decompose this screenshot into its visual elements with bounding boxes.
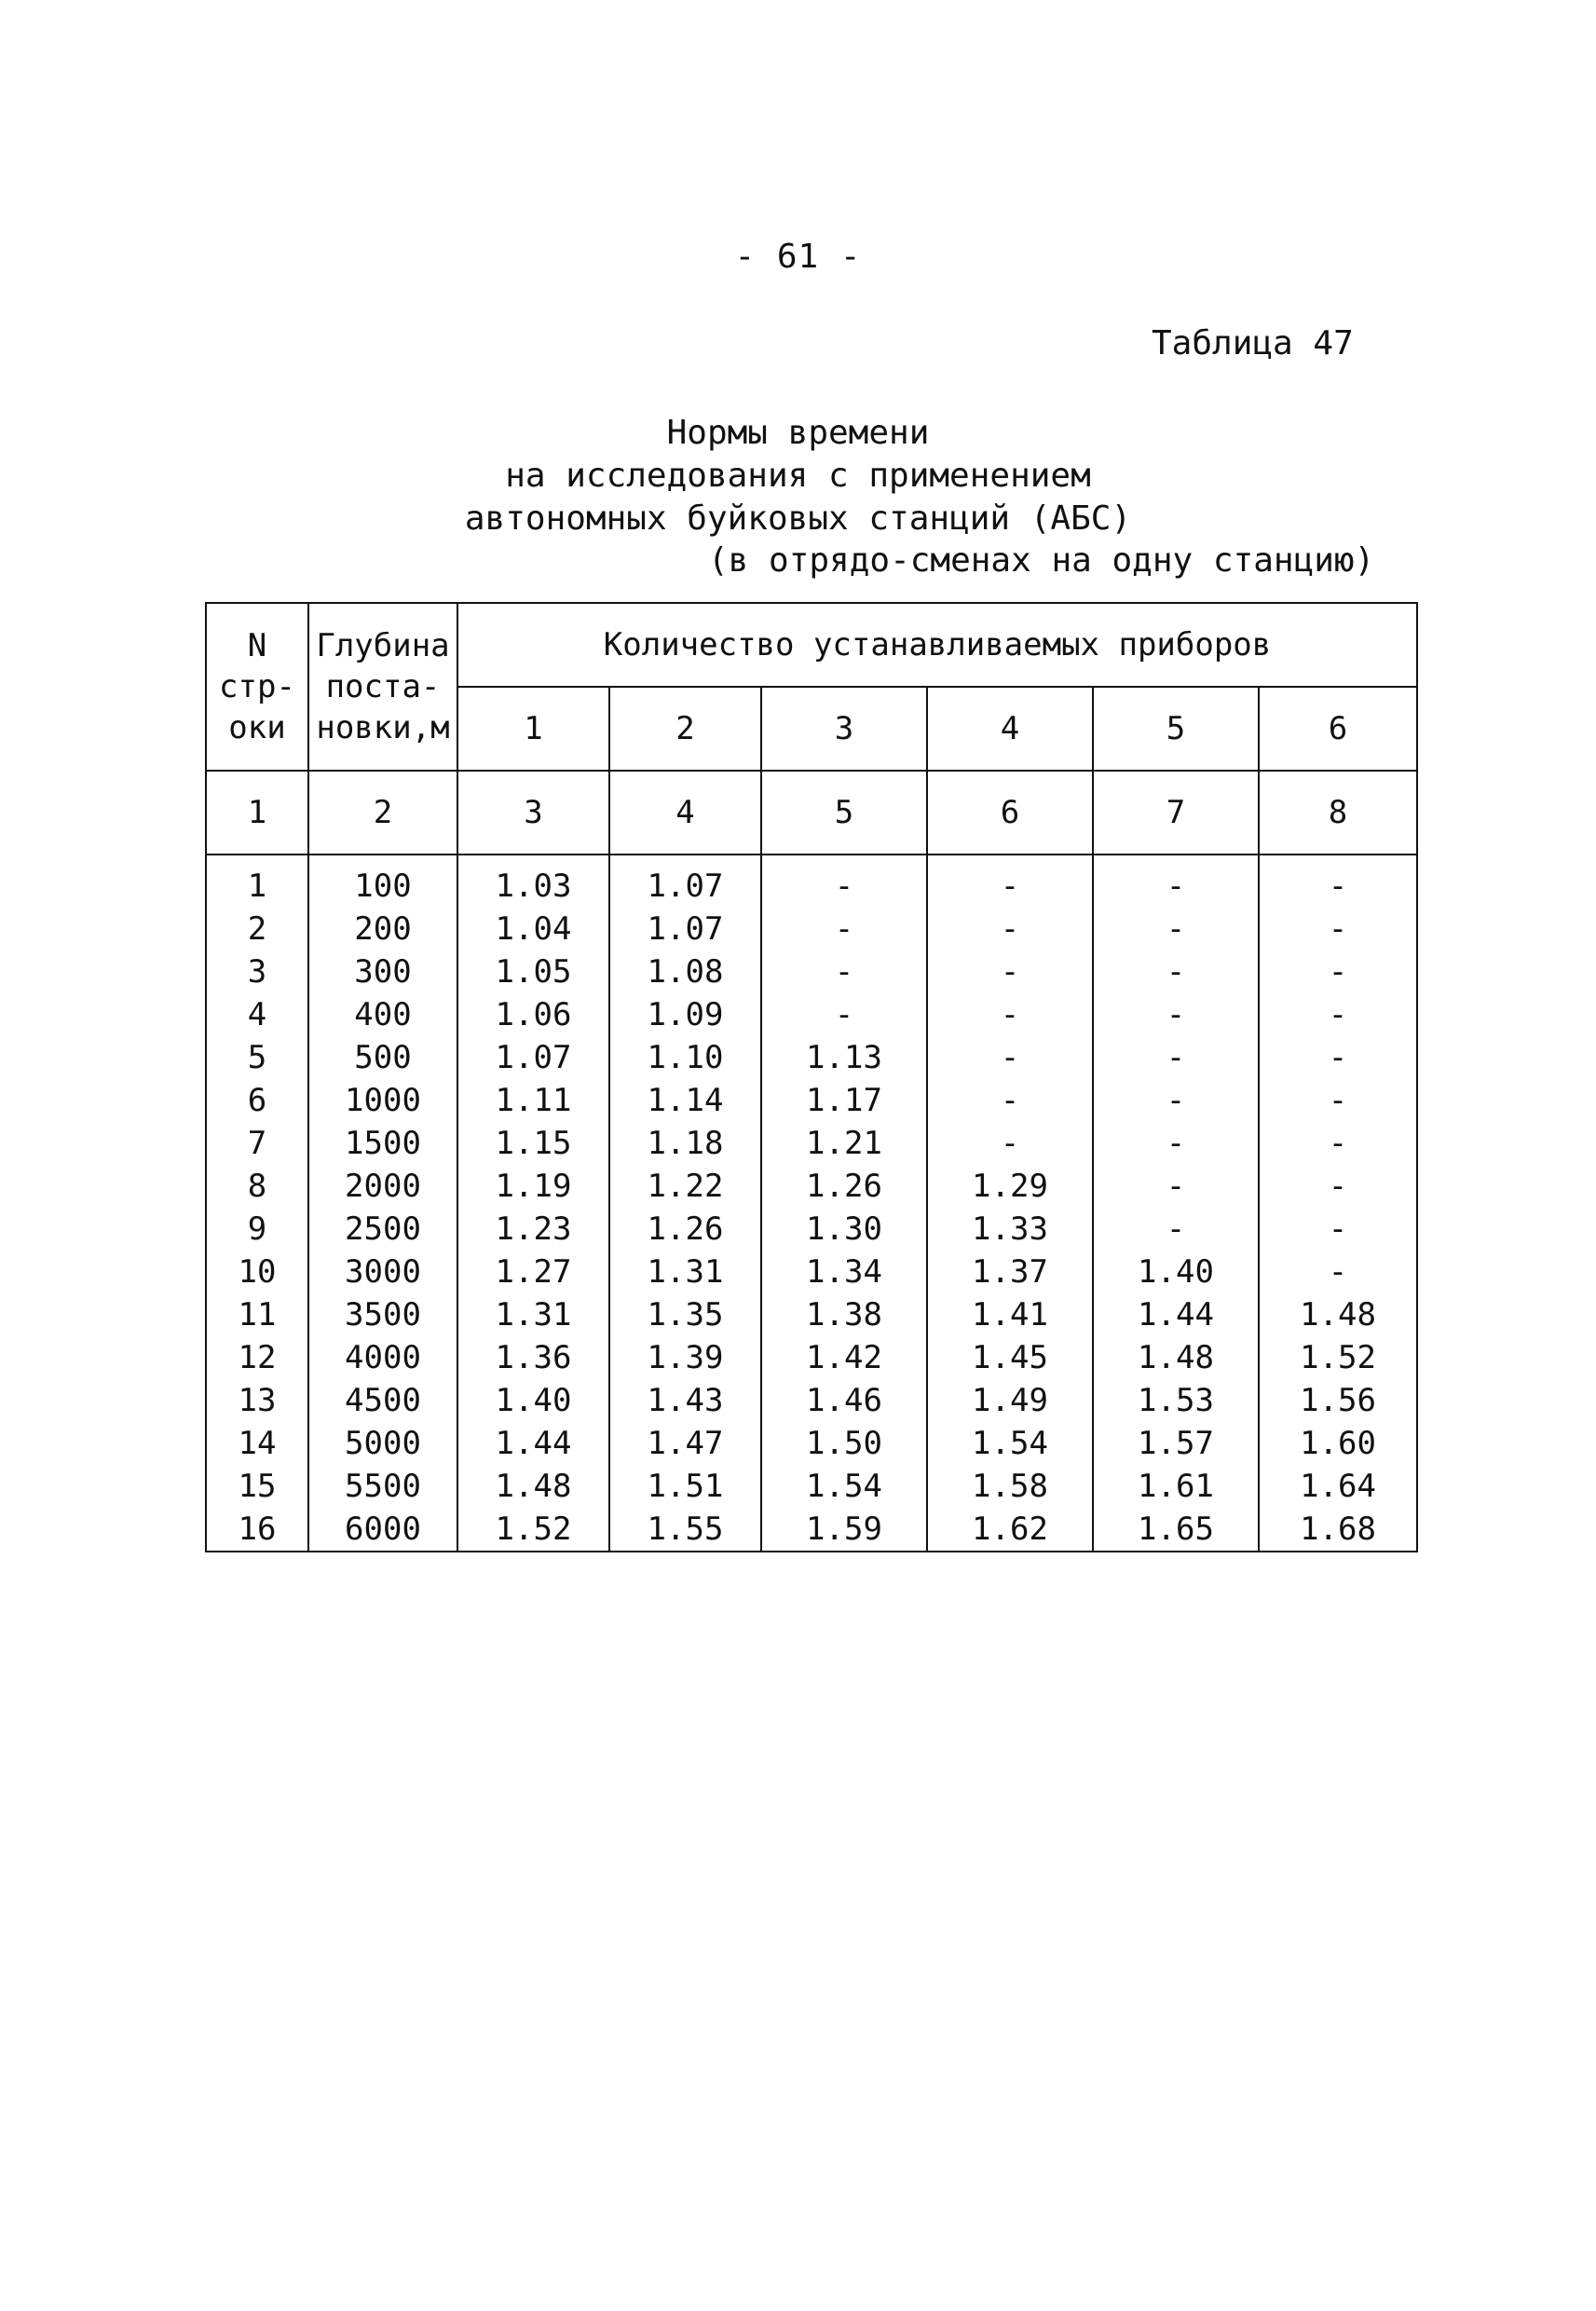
- table-row: [206, 908, 1417, 950]
- row-number-cell: 13: [206, 1379, 308, 1422]
- norm-value-cell: -: [927, 993, 1093, 1036]
- norm-value-cell: 1.39: [609, 1336, 761, 1379]
- norm-value-cell: 1.23: [457, 1208, 609, 1251]
- norm-value-cell: 1.48: [457, 1465, 609, 1508]
- norm-value-cell: -: [1259, 1122, 1417, 1165]
- row-number-cell: 5: [206, 1036, 308, 1079]
- header-depth-line-2: поста-: [325, 668, 441, 705]
- norm-value-cell: 1.52: [457, 1508, 609, 1552]
- header-row-number-line-2: стр-: [219, 668, 295, 705]
- norm-value-cell: 1.53: [1093, 1379, 1259, 1422]
- norm-value-cell: 1.06: [457, 993, 609, 1036]
- norm-value-cell: -: [927, 1036, 1093, 1079]
- depth-cell: 100: [308, 855, 457, 908]
- table-row: [206, 1208, 1417, 1251]
- depth-cell: 3500: [308, 1293, 457, 1336]
- header-device-count: 2: [609, 687, 761, 771]
- header-row-number-line-3: оки: [228, 709, 286, 746]
- norm-value-cell: 1.19: [457, 1165, 609, 1208]
- norm-value-cell: 1.38: [761, 1293, 927, 1336]
- depth-cell: 300: [308, 950, 457, 993]
- row-number-cell: 16: [206, 1508, 308, 1552]
- depth-cell: 1500: [308, 1122, 457, 1165]
- norm-value-cell: -: [927, 908, 1093, 950]
- norm-value-cell: 1.26: [761, 1165, 927, 1208]
- table-row: [206, 1465, 1417, 1508]
- norm-value-cell: -: [761, 993, 927, 1036]
- norm-value-cell: 1.55: [609, 1508, 761, 1552]
- norm-value-cell: 1.30: [761, 1208, 927, 1251]
- norm-value-cell: 1.44: [1093, 1293, 1259, 1336]
- header-row-number: [206, 603, 308, 771]
- page-number: - 61 -: [734, 238, 862, 276]
- norm-value-cell: 1.54: [927, 1422, 1093, 1465]
- header-depth-line-1: Глубина: [316, 627, 450, 664]
- norm-value-cell: -: [1093, 950, 1259, 993]
- column-number: 2: [308, 771, 457, 855]
- norm-value-cell: 1.26: [609, 1208, 761, 1251]
- norm-value-cell: 1.62: [927, 1508, 1093, 1552]
- row-number-cell: 4: [206, 993, 308, 1036]
- norm-value-cell: 1.07: [609, 908, 761, 950]
- norm-value-cell: 1.52: [1259, 1336, 1417, 1379]
- table-row: [206, 993, 1417, 1036]
- norm-value-cell: 1.60: [1259, 1422, 1417, 1465]
- norm-value-cell: 1.49: [927, 1379, 1093, 1422]
- depth-cell: 5500: [308, 1465, 457, 1508]
- norm-value-cell: -: [1259, 993, 1417, 1036]
- header-device-count: 6: [1259, 687, 1417, 771]
- norm-value-cell: 1.58: [927, 1465, 1093, 1508]
- norm-value-cell: 1.41: [927, 1293, 1093, 1336]
- depth-cell: 4000: [308, 1336, 457, 1379]
- norm-value-cell: -: [1093, 1122, 1259, 1165]
- norm-value-cell: -: [761, 855, 927, 908]
- header-row-number-line-1: N: [247, 627, 267, 664]
- title-line-2: на исследования с применением: [505, 457, 1091, 495]
- table-body: [206, 855, 1417, 1552]
- norm-value-cell: 1.34: [761, 1251, 927, 1293]
- row-number-cell: 14: [206, 1422, 308, 1465]
- depth-cell: 200: [308, 908, 457, 950]
- norm-value-cell: -: [927, 855, 1093, 908]
- norm-value-cell: 1.44: [457, 1422, 609, 1465]
- table-row: [206, 1422, 1417, 1465]
- norm-value-cell: 1.43: [609, 1379, 761, 1422]
- title-line-3: автономных буйковых станций (АБС): [464, 499, 1132, 538]
- norm-value-cell: 1.14: [609, 1079, 761, 1122]
- depth-cell: 5000: [308, 1422, 457, 1465]
- norm-value-cell: 1.61: [1093, 1465, 1259, 1508]
- norm-value-cell: -: [1093, 1036, 1259, 1079]
- table-row: [206, 1293, 1417, 1336]
- depth-cell: 400: [308, 993, 457, 1036]
- norm-value-cell: 1.33: [927, 1208, 1093, 1251]
- norm-value-cell: 1.03: [457, 855, 609, 908]
- table-row: [206, 1036, 1417, 1079]
- row-number-cell: 7: [206, 1122, 308, 1165]
- units-note: (в отрядо-сменах на одну станцию): [708, 541, 1375, 580]
- table-row: [206, 1122, 1417, 1165]
- row-number-cell: 2: [206, 908, 308, 950]
- row-number-cell: 9: [206, 1208, 308, 1251]
- depth-cell: 2000: [308, 1165, 457, 1208]
- norm-value-cell: -: [1259, 855, 1417, 908]
- table-row: [206, 1165, 1417, 1208]
- column-number: 4: [609, 771, 761, 855]
- column-number: 3: [457, 771, 609, 855]
- table-label: Таблица 47: [1152, 324, 1354, 362]
- header-device-count: 1: [457, 687, 609, 771]
- norm-value-cell: -: [761, 950, 927, 993]
- title-line-1: Нормы времени: [666, 414, 930, 452]
- norm-value-cell: 1.37: [927, 1251, 1093, 1293]
- norm-value-cell: 1.10: [609, 1036, 761, 1079]
- norm-value-cell: 1.15: [457, 1122, 609, 1165]
- norm-value-cell: 1.29: [927, 1165, 1093, 1208]
- depth-cell: 3000: [308, 1251, 457, 1293]
- norm-value-cell: 1.51: [609, 1465, 761, 1508]
- column-number: 6: [927, 771, 1093, 855]
- norm-value-cell: 1.36: [457, 1336, 609, 1379]
- table-row: [206, 1336, 1417, 1379]
- header-device-count-group: Количество устанавливаемых приборов: [457, 603, 1417, 687]
- norm-value-cell: 1.22: [609, 1165, 761, 1208]
- norm-value-cell: -: [761, 908, 927, 950]
- norm-value-cell: 1.64: [1259, 1465, 1417, 1508]
- row-number-cell: 12: [206, 1336, 308, 1379]
- norm-value-cell: 1.18: [609, 1122, 761, 1165]
- norm-value-cell: 1.13: [761, 1036, 927, 1079]
- norm-value-cell: 1.31: [457, 1293, 609, 1336]
- norm-value-cell: -: [927, 950, 1093, 993]
- norm-value-cell: 1.09: [609, 993, 761, 1036]
- norm-value-cell: -: [1259, 908, 1417, 950]
- norm-value-cell: 1.68: [1259, 1508, 1417, 1552]
- norm-value-cell: -: [1093, 908, 1259, 950]
- norm-value-cell: -: [1259, 1251, 1417, 1293]
- norm-value-cell: -: [1259, 1165, 1417, 1208]
- norm-value-cell: 1.50: [761, 1422, 927, 1465]
- norm-value-cell: -: [927, 1079, 1093, 1122]
- norm-value-cell: 1.05: [457, 950, 609, 993]
- norm-value-cell: -: [1093, 855, 1259, 908]
- header-depth-line-3: новки,м: [316, 709, 450, 746]
- table-row: [206, 1379, 1417, 1422]
- row-number-cell: 6: [206, 1079, 308, 1122]
- norm-value-cell: 1.07: [609, 855, 761, 908]
- norm-value-cell: 1.65: [1093, 1508, 1259, 1552]
- norm-value-cell: 1.46: [761, 1379, 927, 1422]
- norm-value-cell: -: [1259, 1036, 1417, 1079]
- norm-value-cell: 1.48: [1259, 1293, 1417, 1336]
- column-number: 7: [1093, 771, 1259, 855]
- table-title: [0, 412, 1596, 540]
- norm-value-cell: 1.42: [761, 1336, 927, 1379]
- table-row: [206, 950, 1417, 993]
- depth-cell: 2500: [308, 1208, 457, 1251]
- table-row: [206, 855, 1417, 908]
- norm-value-cell: -: [1093, 1165, 1259, 1208]
- norm-value-cell: -: [1259, 1079, 1417, 1122]
- column-numbers: [206, 771, 1417, 855]
- depth-cell: 500: [308, 1036, 457, 1079]
- norm-value-cell: -: [1093, 1079, 1259, 1122]
- norm-value-cell: 1.57: [1093, 1422, 1259, 1465]
- norm-value-cell: -: [1259, 1208, 1417, 1251]
- norm-value-cell: 1.27: [457, 1251, 609, 1293]
- column-number: 8: [1259, 771, 1417, 855]
- header-device-count: 4: [927, 687, 1093, 771]
- time-norms-table: [205, 602, 1418, 1552]
- table-header: [206, 603, 1417, 771]
- norm-value-cell: 1.59: [761, 1508, 927, 1552]
- norm-value-cell: 1.47: [609, 1422, 761, 1465]
- row-number-cell: 1: [206, 855, 308, 908]
- column-number: 1: [206, 771, 308, 855]
- norm-value-cell: -: [1093, 1208, 1259, 1251]
- norm-value-cell: 1.56: [1259, 1379, 1417, 1422]
- norm-value-cell: 1.07: [457, 1036, 609, 1079]
- row-number-cell: 11: [206, 1293, 308, 1336]
- norm-value-cell: 1.08: [609, 950, 761, 993]
- norm-value-cell: 1.31: [609, 1251, 761, 1293]
- norm-value-cell: 1.11: [457, 1079, 609, 1122]
- norm-value-cell: -: [1093, 993, 1259, 1036]
- norm-value-cell: -: [927, 1122, 1093, 1165]
- norm-value-cell: 1.45: [927, 1336, 1093, 1379]
- row-number-cell: 8: [206, 1165, 308, 1208]
- norm-value-cell: 1.35: [609, 1293, 761, 1336]
- header-device-count: 5: [1093, 687, 1259, 771]
- norm-value-cell: -: [1259, 950, 1417, 993]
- header-depth: [308, 603, 457, 771]
- norm-value-cell: 1.54: [761, 1465, 927, 1508]
- row-number-cell: 10: [206, 1251, 308, 1293]
- row-number-cell: 3: [206, 950, 308, 993]
- norm-value-cell: 1.21: [761, 1122, 927, 1165]
- norm-value-cell: 1.48: [1093, 1336, 1259, 1379]
- depth-cell: 6000: [308, 1508, 457, 1552]
- norm-value-cell: 1.40: [1093, 1251, 1259, 1293]
- table-row: [206, 1079, 1417, 1122]
- row-number-cell: 15: [206, 1465, 308, 1508]
- column-number: 5: [761, 771, 927, 855]
- depth-cell: 1000: [308, 1079, 457, 1122]
- depth-cell: 4500: [308, 1379, 457, 1422]
- table-row: [206, 1508, 1417, 1552]
- header-device-count: 3: [761, 687, 927, 771]
- norm-value-cell: 1.04: [457, 908, 609, 950]
- norm-value-cell: 1.40: [457, 1379, 609, 1422]
- table-row: [206, 1251, 1417, 1293]
- norm-value-cell: 1.17: [761, 1079, 927, 1122]
